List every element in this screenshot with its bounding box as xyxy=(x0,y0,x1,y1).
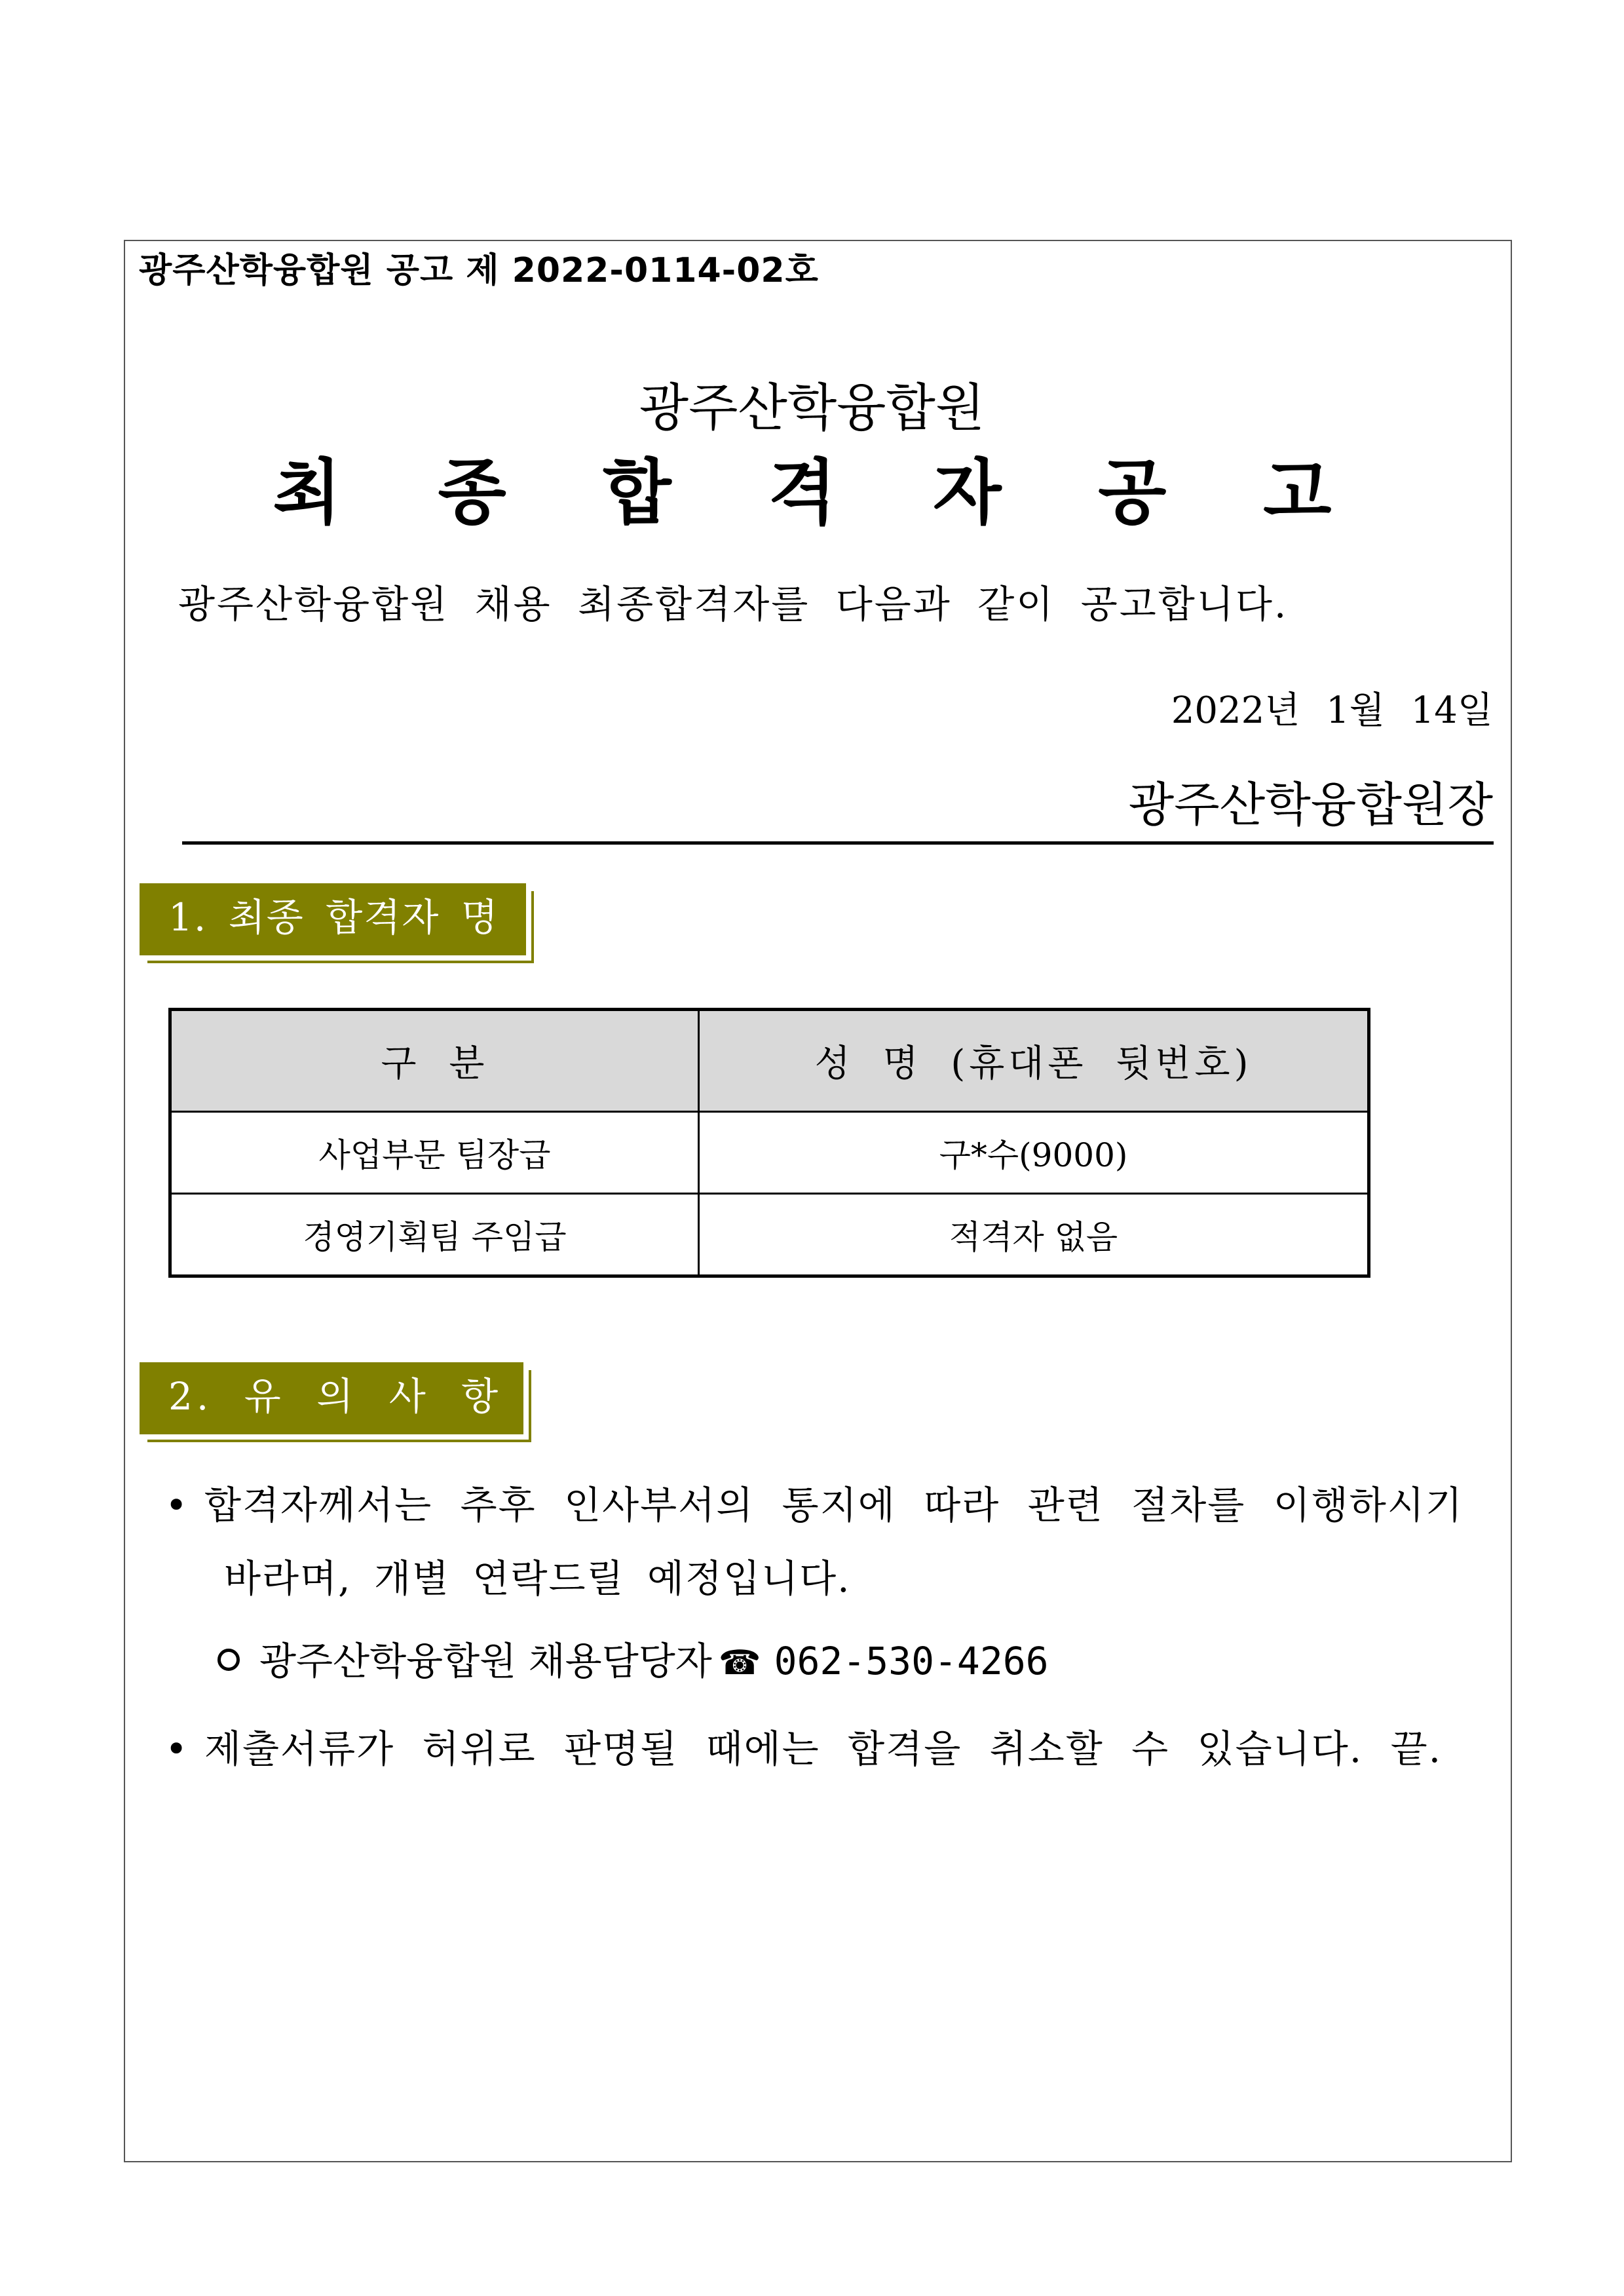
phone-icon: ☎ xyxy=(718,1643,761,1683)
signer: 광주산학융합원장 xyxy=(1128,777,1493,832)
table-cell: 사업부문 팀장급 xyxy=(170,1112,699,1194)
contact-line xyxy=(217,1630,1049,1685)
organization-title: 광주산학융합원 xyxy=(639,379,985,438)
notice-number: 광주산학융합원 공고 제 2022-0114-02호 xyxy=(139,251,819,290)
table-cell: 구*수(9000) xyxy=(699,1112,1369,1194)
circle-bullet-icon xyxy=(217,1649,240,1671)
notice-date: 2022년 1월 14일 xyxy=(1171,689,1493,732)
contact-phone: 062-530-4266 xyxy=(774,1639,1049,1683)
table-cell: 적격자 없음 xyxy=(699,1194,1369,1276)
table-cell: 경영기획팀 주임급 xyxy=(170,1194,699,1276)
list-item xyxy=(165,1718,1442,1773)
list-item-text: 제출서류가 허위로 판명될 때에는 합격을 취소할 수 있습니다. 끝. xyxy=(204,1727,1443,1771)
bullet-icon: • xyxy=(165,1483,189,1527)
column-header-name: 성 명 (휴대폰 뒷번호) xyxy=(699,1010,1369,1112)
page-title: 최 종 합 격 자 공 고 xyxy=(273,452,1351,534)
intro-text: 광주산학융합원 채용 최종합격자를 다음과 같이 공고합니다. xyxy=(178,582,1289,626)
contact-label: 광주산학융합원 채용담당자 xyxy=(259,1639,712,1683)
table-row xyxy=(170,1112,1369,1194)
roster-table xyxy=(168,1008,1370,1278)
table-row xyxy=(170,1194,1369,1276)
table-header-row xyxy=(170,1010,1369,1112)
column-header-category: 구 분 xyxy=(170,1010,699,1112)
divider xyxy=(182,841,1494,845)
bullet-icon: • xyxy=(165,1727,189,1771)
list-item xyxy=(165,1474,1463,1529)
list-item-text: 합격자께서는 추후 인사부서의 통지에 따라 관련 절차를 이행하시기 xyxy=(204,1483,1463,1527)
section-heading-notes: 2. 유 의 사 항 xyxy=(140,1362,523,1434)
section-heading-roster: 1. 최종 합격자 명단 xyxy=(140,883,526,955)
list-item-continuation: 바라며, 개별 연락드릴 예정입니다. xyxy=(224,1556,851,1601)
